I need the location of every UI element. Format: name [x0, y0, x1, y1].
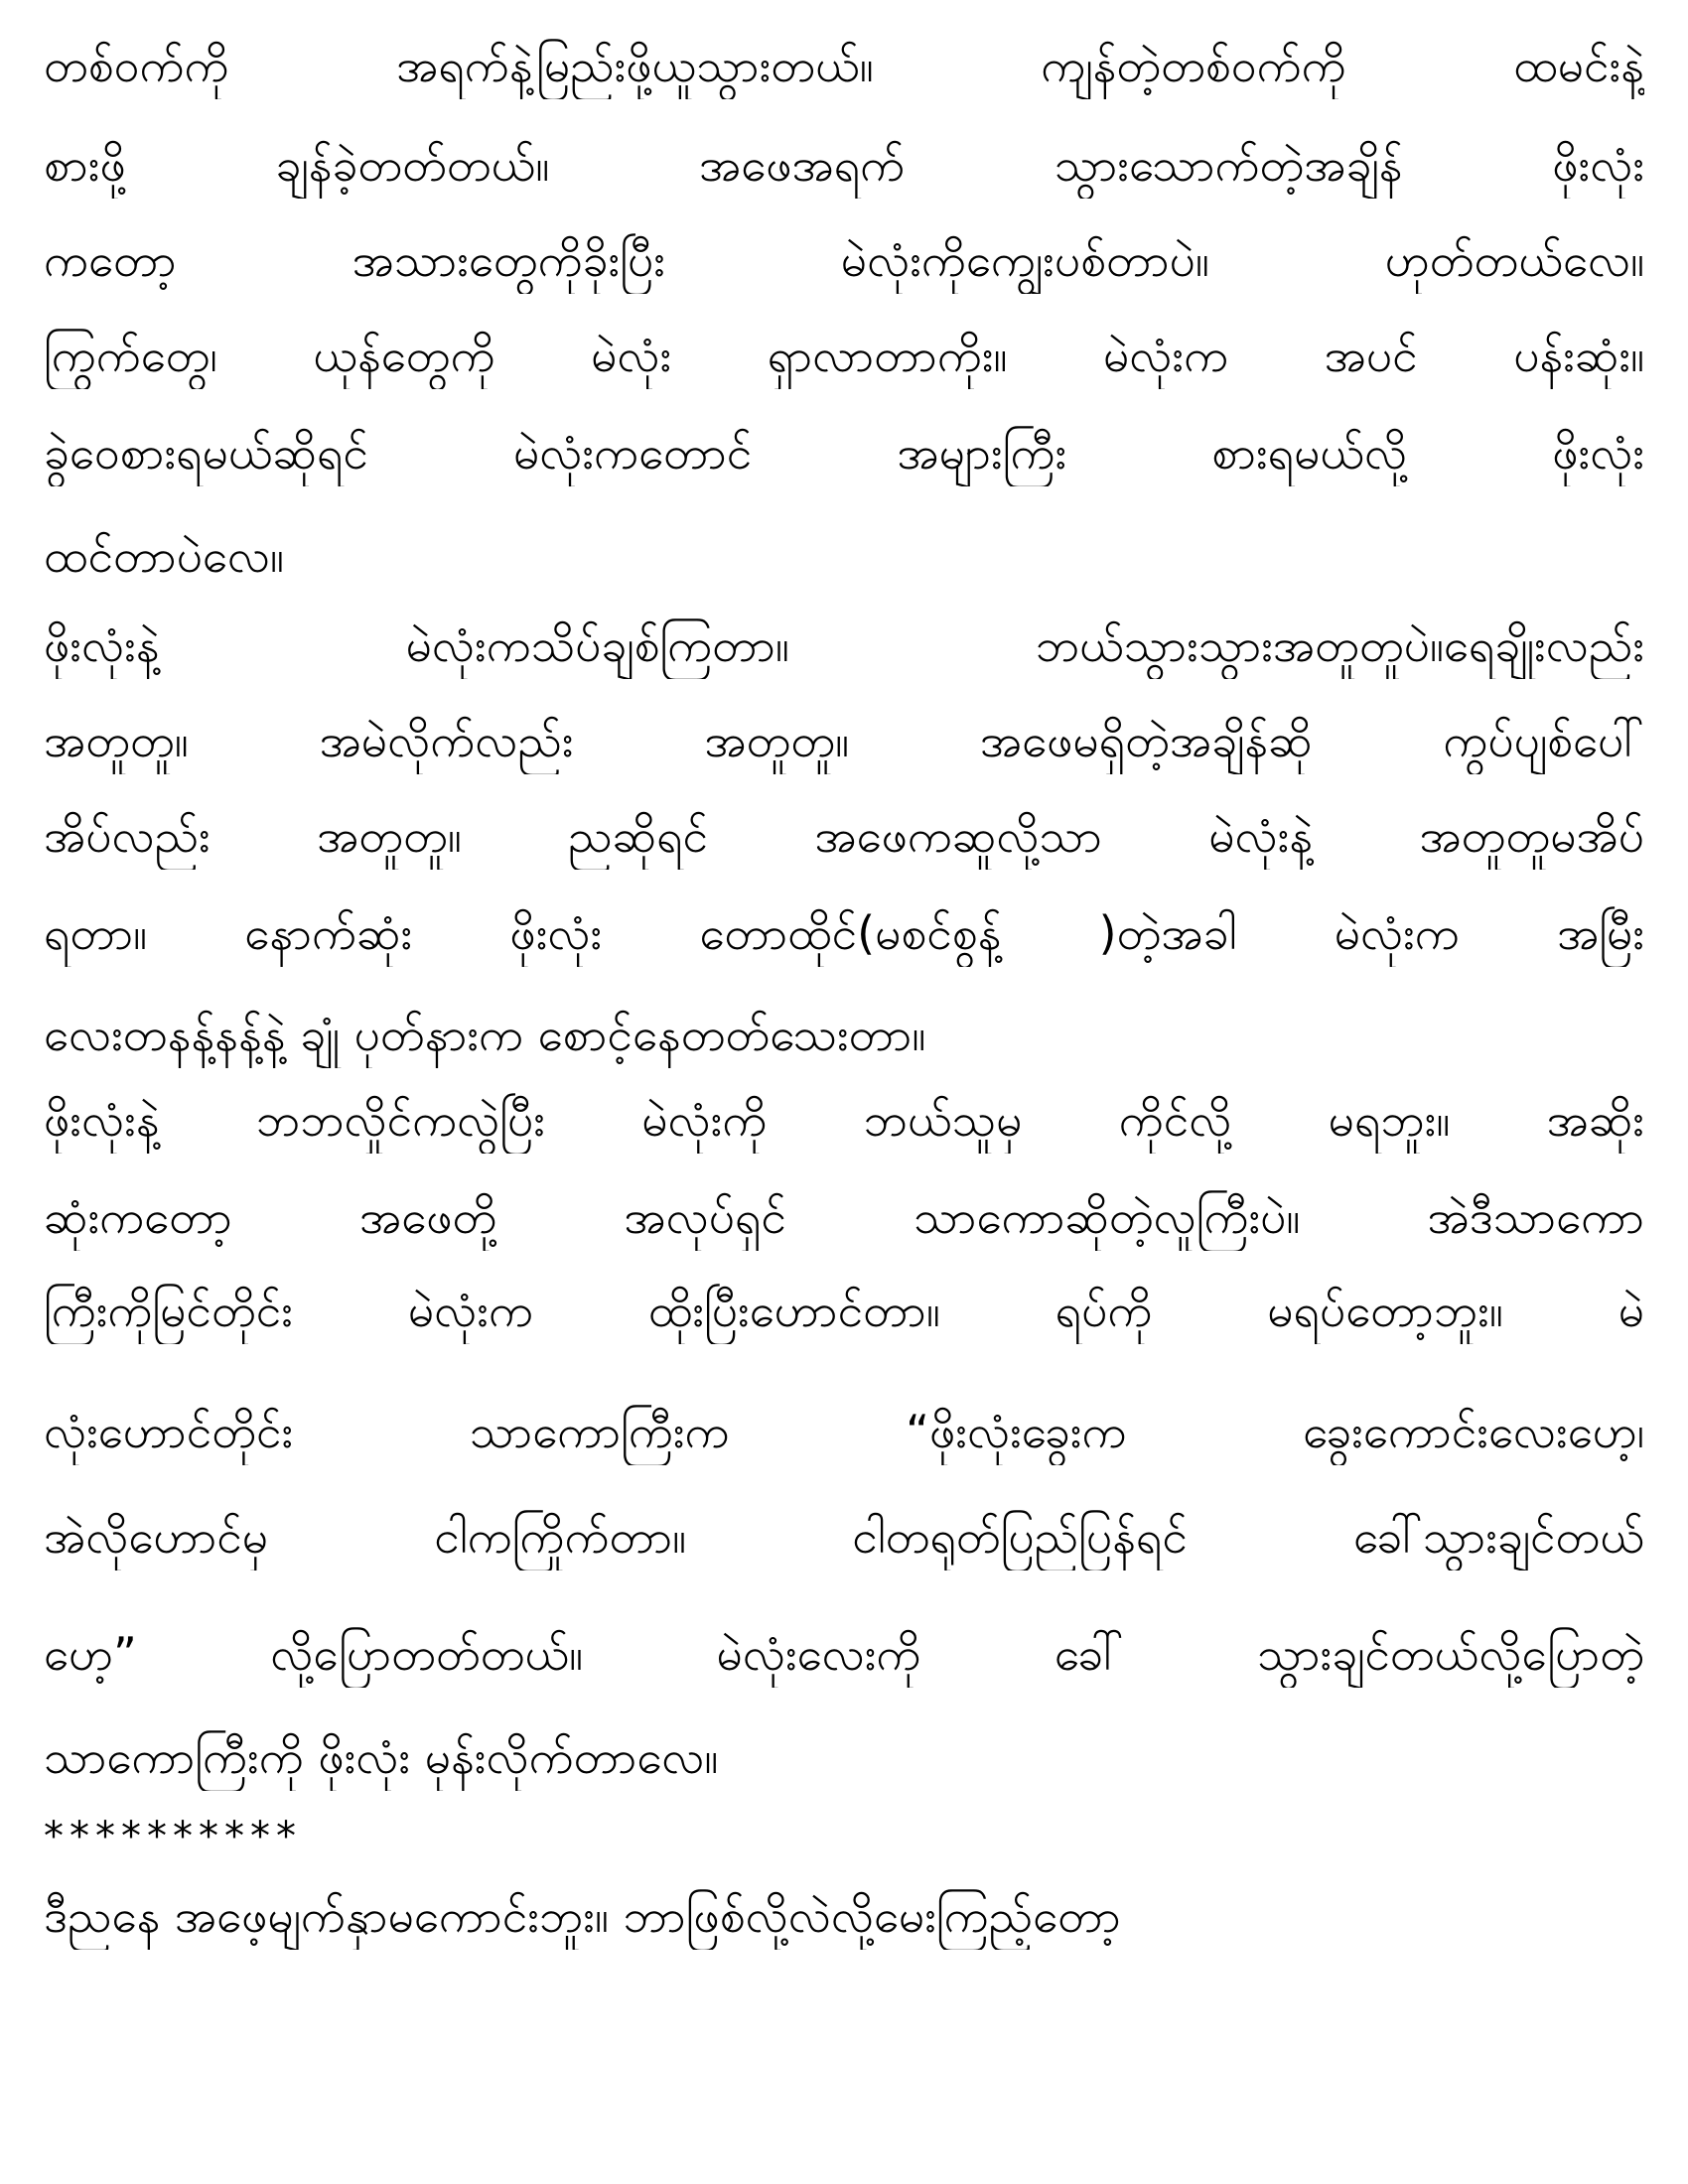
paragraph-3-line-7: သာကောကြီးကို ဖိုးလုံး မုန်းလိုက်တာလေ။: [44, 1730, 719, 1784]
paragraph-3-line-4: လုံးဟောင်တိုင်း သာကောကြီးက “ဖိုးလုံးခွေးက ခွေးကောင်းလေးဟေ့၊: [44, 1405, 1644, 1458]
paragraph-3-line-3: ကြီးကိုမြင်တိုင်း မဲလုံးက ထိုးပြီးဟောင်တာ။ ရပ်ကို မရပ်တော့ဘူး။ မဲ: [44, 1284, 1644, 1337]
paragraph-2-line-2: အတူတူ။ အမဲလိုက်လည်း အတူတူ။ အဖေမရှိတဲ့အချိန်ဆို ကွပ်ပျစ်ပေါ်: [44, 714, 1644, 767]
section-separator: **********: [44, 1814, 302, 1859]
paragraph-1-line-4: ကြွက်တွေ၊ ယုန်တွေကို မဲလုံး ရှာလာတာကိုး။ မဲလုံးက အပင် ပန်းဆုံး။: [44, 329, 1644, 382]
paragraph-3-line-5: အဲလိုဟောင်မှ ငါကကြိုက်တာ။ ငါတရုတ်ပြည်ပြန်ရင် ခေါ်သွားချင်တယ်: [44, 1510, 1644, 1564]
paragraph-1-line-6: ထင်တာပဲလေ။: [44, 529, 284, 583]
final-paragraph-line: ဒီညနေ အဖေ့မျက်နှာမကောင်းဘူး။ ဘာဖြစ်လို့လဲလို့မေးကြည့်တော့: [44, 1889, 1121, 1943]
paragraph-2-line-3: အိပ်လည်း အတူတူ။ ညဆိုရင် အဖေကဆူလို့သာ မဲလုံးနဲ့ အတူတူမအိပ်: [44, 809, 1644, 863]
paragraph-2-line-1: ဖိုးလုံးနဲ့ မဲလုံးကသိပ်ချစ်ကြတာ။ ဘယ်သွားသွားအတူတူပဲ။ရေချိုးလည်း: [44, 618, 1644, 672]
paragraph-1-line-3: ကတော့ အသားတွေကိုခိုးပြီး မဲလုံးကိုကျွေးပစ်တာပဲ။ ဟုတ်တယ်လေ။: [44, 233, 1644, 287]
paragraph-1-line-1: တစ်ဝက်ကို အရက်နဲ့မြည်းဖို့ယူသွားတယ်။ ကျန်တဲ့တစ်ဝက်ကို ထမင်းနဲ့: [44, 39, 1644, 92]
paragraph-2-line-5: လေးတနန့်နန့်နဲ့ ချုံ ပုတ်နားက စောင့်နေတတ်သေးတာ။: [44, 1008, 926, 1061]
paragraph-3-line-6: ဟေ့” လို့ပြောတတ်တယ်။ မဲလုံးလေးကို ခေါ် သွားချင်တယ်လို့ပြောတဲ့: [44, 1627, 1644, 1681]
paragraph-3-line-2: ဆုံးကတော့ အဖေတို့ အလုပ်ရှင် သာကောဆိုတဲ့လူကြီးပဲ။ အဲဒီသာကော: [44, 1190, 1644, 1244]
paragraph-3-line-1: ဖိုးလုံးနဲ့ ဘဘလှိုင်ကလွဲပြီး မဲလုံးကို ဘယ်သူမှ ကိုင်လို့ မရဘူး။ အဆိုး: [44, 1093, 1644, 1147]
paragraph-1-line-2: စားဖို့ ချန်ခဲ့တတ်တယ်။ အဖေအရက် သွားသောက်တဲ့အချိန် ဖိုးလုံး: [44, 138, 1644, 192]
paragraph-2-line-4: ရတာ။ နောက်ဆုံး ဖိုးလုံး တောထိုင်(မစင်စွန့် )တဲ့အခါ မဲလုံးက အမြီး: [44, 906, 1644, 960]
paragraph-1-line-5: ခွဲဝေစားရမယ်ဆိုရင် မဲလုံးကတောင် အများကြီး စားရမယ်လို့ ဖိုးလုံး: [44, 426, 1644, 479]
